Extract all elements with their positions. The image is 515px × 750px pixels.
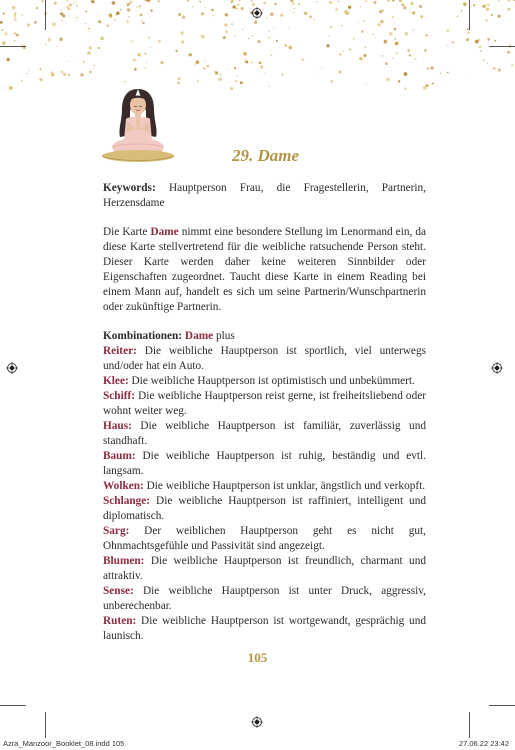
keywords-paragraph xyxy=(103,181,426,211)
combination-text: Die weibliche Hauptperson ist optimistisch und unbekümmert. xyxy=(128,375,415,387)
description-paragraph xyxy=(103,225,426,315)
combination-entry xyxy=(103,584,426,614)
print-slug-date: 27.06.22 23:42 xyxy=(458,739,509,748)
combination-entry xyxy=(103,389,426,419)
print-slug-file: Azra_Manzoor_Booklet_08.indd 105 xyxy=(3,739,125,748)
crop-mark xyxy=(0,46,26,47)
description-before: Die Karte xyxy=(103,226,151,238)
crop-mark xyxy=(469,0,470,30)
combination-text: Die weibliche Hauptperson reist gerne, ist freiheitsliebend oder wohnt weiter weg. xyxy=(103,390,426,417)
card-content xyxy=(103,181,426,644)
combinations-label: Kombinationen: xyxy=(103,330,183,342)
combination-card: Ruten: xyxy=(103,615,137,627)
combination-text: Die weibliche Hauptperson ist sportlich, viel unterwegs und/oder hat ein Auto. xyxy=(103,345,426,372)
combinations-suffix: plus xyxy=(213,330,235,342)
combination-entry xyxy=(103,419,426,449)
registration-mark-icon xyxy=(251,716,263,728)
combination-card: Klee: xyxy=(103,375,129,387)
keywords-label: Keywords: xyxy=(103,182,156,194)
crop-mark xyxy=(489,46,515,47)
combination-text: Der weiblichen Hauptperson geht es nicht gut, Ohnmachtsgefühle und Passivität sind angezeigt. xyxy=(103,525,426,552)
keywords-text: Hauptperson Frau, die Fragestellerin, Partnerin, Herzensdame xyxy=(103,182,426,209)
crop-mark xyxy=(469,712,470,738)
crop-mark xyxy=(489,705,515,706)
description-after: nimmt eine besondere Stellung im Lenormand ein, da diese Karte stellvertretend für die weibliche ratsuchende Person steht. Dieser Karte werden daher keine weiteren Sinnbilder oder Eigenschaften zugeordnet. Taucht diese Karte in einem Reading bei einem Mann auf, handelt es sich um seine Partnerin/Wunschpartnerin oder zukünftige Partnerin. xyxy=(103,226,426,313)
meditating-woman-illustration xyxy=(100,85,176,165)
combination-card: Blumen: xyxy=(103,555,145,567)
combinations-heading xyxy=(103,329,426,344)
combination-entry xyxy=(103,494,426,524)
combination-text: Die weibliche Hauptperson ist familiär, zuverlässig und standhaft. xyxy=(103,420,426,447)
combination-card: Reiter: xyxy=(103,345,137,357)
combination-card: Haus: xyxy=(103,420,132,432)
combination-card: Wolken: xyxy=(103,480,144,492)
registration-mark-icon xyxy=(491,362,503,374)
combination-text: Die weibliche Hauptperson ist freundlich, charmant und attraktiv. xyxy=(103,555,426,582)
combination-entry xyxy=(103,479,426,494)
registration-mark-icon xyxy=(251,7,263,19)
crop-mark xyxy=(45,0,46,30)
combination-text: Die weibliche Hauptperson ist wortgewandt, gesprächig und launisch. xyxy=(103,615,426,642)
card-title: 29. Dame xyxy=(232,146,300,165)
combination-text: Die weibliche Hauptperson ist unklar, ängstlich und verkopft. xyxy=(143,480,426,492)
combination-text: Die weibliche Hauptperson ist unter Druck, aggressiv, unberechenbar. xyxy=(103,585,426,612)
combination-entry xyxy=(103,449,426,479)
combination-entry xyxy=(103,344,426,374)
combination-text: Die weibliche Hauptperson ist raffiniert, intelligent und diplomatisch. xyxy=(103,495,426,522)
combination-card: Sense: xyxy=(103,585,134,597)
combination-card: Schlange: xyxy=(103,495,151,507)
crop-mark xyxy=(45,712,46,738)
combinations-card-name: Dame xyxy=(184,330,214,342)
combination-entry xyxy=(103,374,426,389)
combination-text: Die weibliche Hauptperson ist ruhig, beständig und evtl. langsam. xyxy=(103,450,426,477)
crop-mark xyxy=(0,705,26,706)
combination-card: Schiff: xyxy=(103,390,136,402)
combination-entry xyxy=(103,524,426,554)
description-card-name: Dame xyxy=(150,226,179,238)
combination-entry xyxy=(103,614,426,644)
combination-entry xyxy=(103,554,426,584)
registration-mark-icon xyxy=(6,362,18,374)
combination-card: Sarg: xyxy=(103,525,130,537)
combination-card: Baum: xyxy=(103,450,136,462)
page-number: 105 xyxy=(247,650,268,665)
